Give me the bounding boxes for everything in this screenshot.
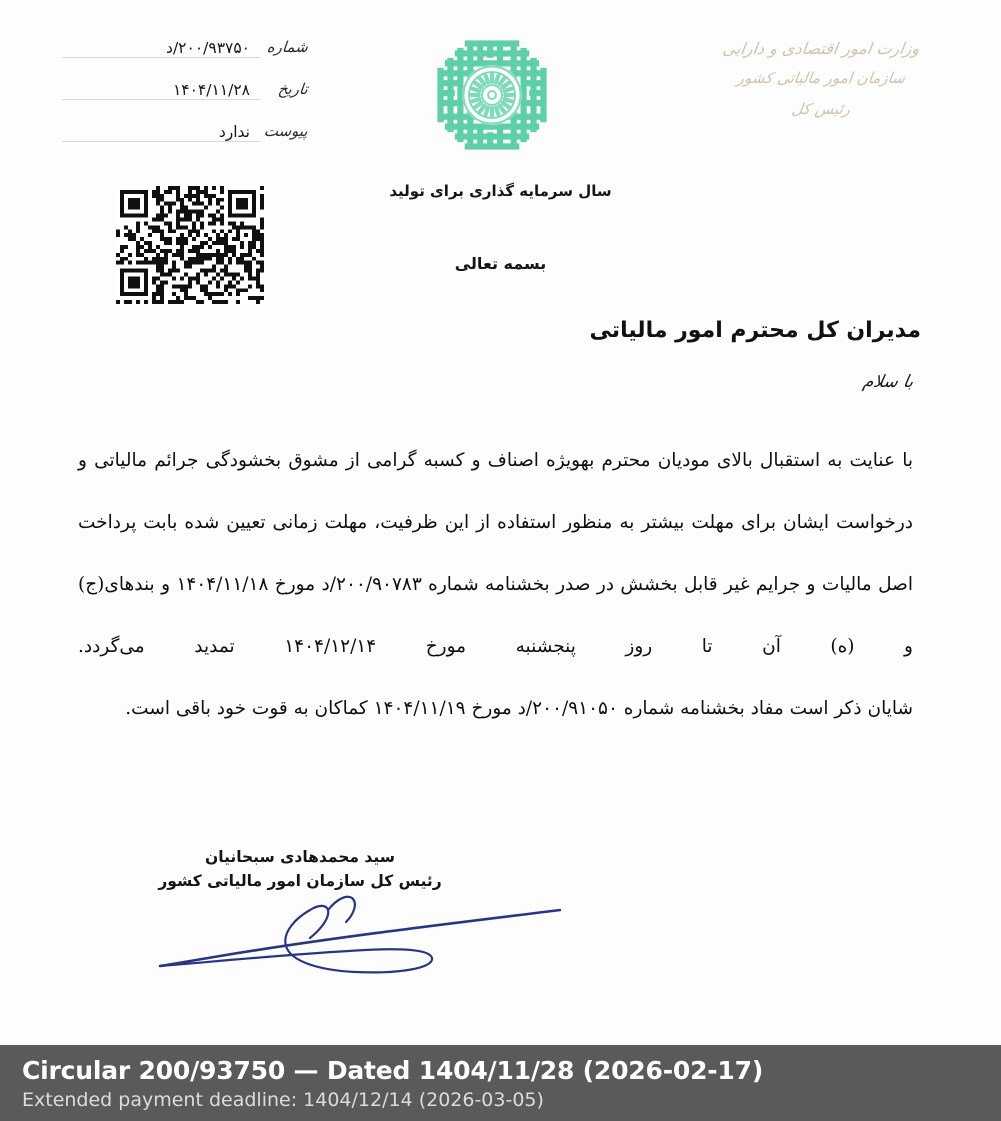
- caption-bar: [0, 1045, 1001, 1121]
- header-field-attachment-value: ندارد: [218, 123, 250, 141]
- header-field-number: [62, 38, 312, 80]
- letter-body: [78, 430, 913, 740]
- caption-title: Circular 200/93750 — Dated 1404/11/28 (2026-02-17): [22, 1056, 764, 1085]
- ministry-letterhead-calligraphy: [681, 34, 961, 123]
- header-field-number-value: ۲۰۰/۹۳۷۵۰/د: [166, 39, 250, 57]
- year-slogan: سال سرمایه گذاری برای تولید: [389, 182, 612, 200]
- greeting-line: با سلام: [861, 372, 915, 392]
- addressee-line: مدیران کل محترم امور مالیاتی: [589, 318, 921, 343]
- header-field-date: [62, 80, 312, 122]
- leader-line: [62, 99, 260, 100]
- letterhead-line-1: وزارت امور اقتصادی و دارایی: [721, 39, 921, 58]
- caption-subtitle: Extended payment deadline: 1404/12/14 (2026-03-05): [22, 1088, 544, 1111]
- header-field-date-label: تاریخ: [277, 80, 309, 98]
- header-field-attachment-label: پیوست: [263, 122, 309, 140]
- document-header-fields: [62, 38, 312, 164]
- body-paragraph-1: با عنایت به استقبال بالای مودیان محترم بهویژه اصناف و کسبه گرامی از مشوق بخشودگی جرائم مالیاتی و درخواست ایشان برای مهلت بیشتر به منظور استفاده از این ظرفیت، مهلت زمانی تعیین شده بابت پرداخت اصل مالیات و جرایم غیر قابل بخشش در صدر بخشنامه شماره ۲۰۰/۹۰۷۸۳/د مورخ ۱۴۰۴/۱۱/۱۸ و بندهای(ج) و (ه) آن تا روز پنجشنبه مورخ ۱۴۰۴/۱۲/۱۴ تمدید می‌گردد.: [78, 450, 913, 657]
- letterhead-line-2: سازمان امور مالیاتی کشور: [735, 69, 907, 88]
- leader-line: [62, 141, 260, 142]
- signatory-text: [0, 848, 600, 890]
- handwritten-signature-icon: [150, 880, 570, 990]
- document-verification-qr-code[interactable]: [116, 186, 264, 304]
- signatory-name: سید محمدهادی سبحانیان: [205, 848, 395, 866]
- header-field-number-label: شماره: [266, 38, 309, 56]
- letterhead-line-3: رئیس کل: [790, 99, 852, 118]
- body-paragraph-2: شایان ذکر است مفاد بخشنامه شماره ۲۰۰/۹۱۰۵۰/د مورخ ۱۴۰۴/۱۱/۱۹ کماکان به قوت خود باقی است.: [125, 698, 913, 719]
- signatory-title: رئیس کل سازمان امور مالیاتی کشور: [158, 872, 442, 890]
- header-field-date-value: ۱۴۰۴/۱۱/۲۸: [172, 81, 250, 99]
- besmeh-taali-heading: بسمه تعالی: [454, 254, 547, 273]
- header-field-attachment: [62, 122, 312, 164]
- leader-line: [62, 57, 260, 58]
- iran-national-tax-administration-logo: [430, 32, 554, 158]
